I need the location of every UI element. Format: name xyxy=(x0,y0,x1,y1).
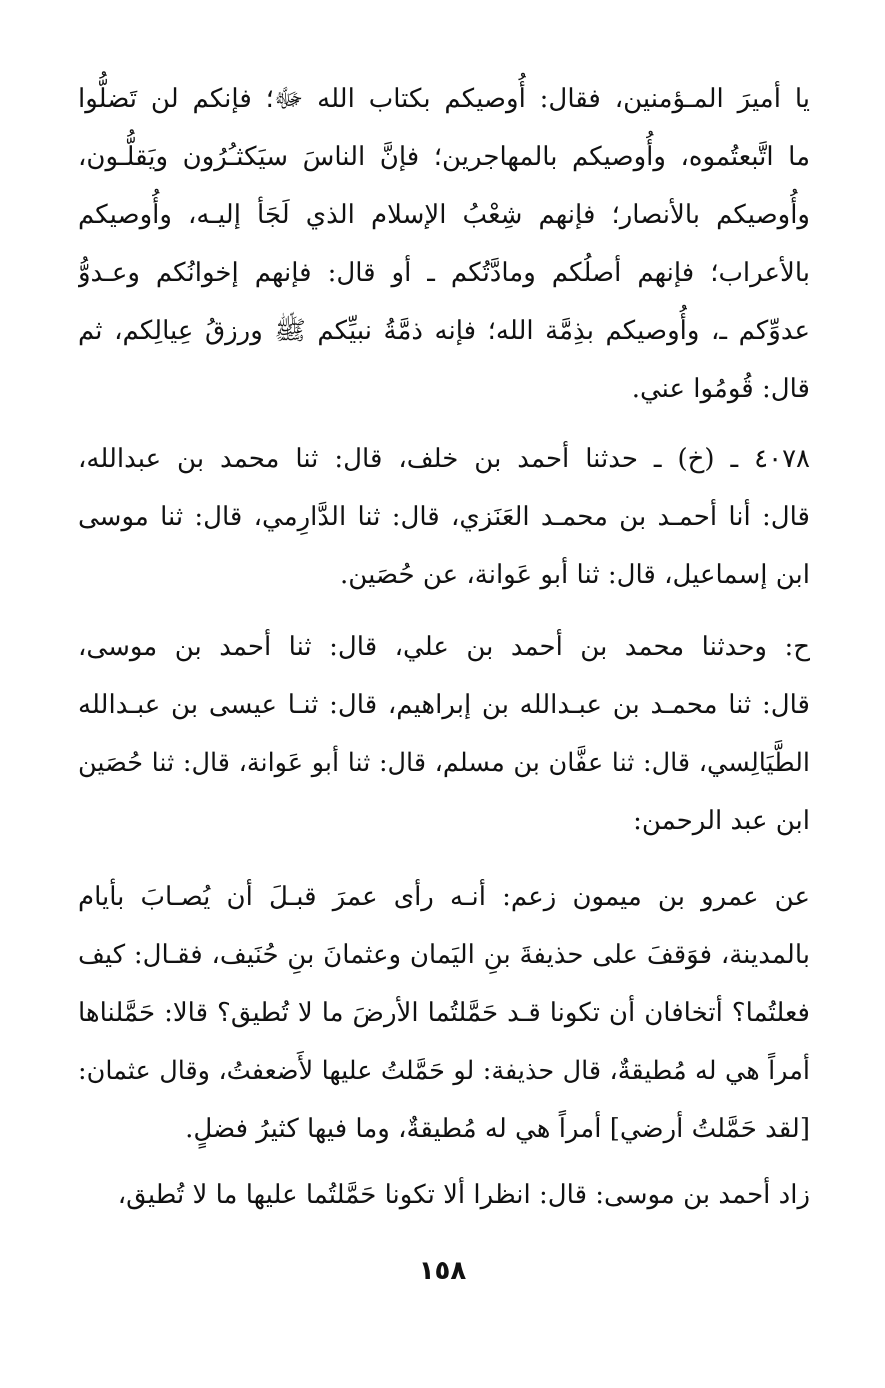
text-line: ح: وحدثنا محمد بن أحمد بن علي، قال: ثنا أحمد بن موسى، xyxy=(78,632,810,662)
text-line: ابن إسماعيل، قال: ثنا أبو عَوانة، عن حُصَين. xyxy=(340,560,810,590)
text-line: بالأعراب؛ فإنهم أصلُكم ومادَّتُكم ـ أو قال: فإنهم إخوانُكم وعـدوُّ xyxy=(78,258,810,288)
text-line: ابن عبد الرحمن: xyxy=(633,806,810,836)
paragraph-2 xyxy=(78,430,810,604)
text-line: زاد أحمد بن موسى: قال: انظرا ألا تكونا حَمَّلتُما عليها ما لا تُطيق، xyxy=(117,1180,810,1210)
text-line: [لقد حَمَّلتُ أرضي] أمراً هي له مُطيقةٌ، وما فيها كثيرُ فضلٍ. xyxy=(185,1114,810,1144)
paragraph-1 xyxy=(78,70,810,418)
text-line: بالمدينة، فوَقفَ على حذيفةَ بنِ اليَمان وعثمانَ بنِ حُنَيف، فقـال: كيف xyxy=(78,940,810,970)
paragraph-3 xyxy=(78,618,810,850)
text-line: يا أميرَ المـؤمنين، فقال: أُوصيكم بكتاب الله ﷻ؛ فإنكم لن تَضلُّوا xyxy=(78,84,810,114)
text-line: ما اتَّبعتُموه، وأُوصيكم بالمهاجرين؛ فإنَّ الناسَ سيَكثـُرُون ويَقلُّـون، xyxy=(78,142,810,172)
page-number: ١٥٨ xyxy=(418,1256,467,1286)
text-line: ٤٠٧٨ ـ (خ) ـ حدثنا أحمد بن خلف، قال: ثنا محمد بن عبدالله، xyxy=(78,444,810,474)
text-line: عن عمرو بن ميمون زعم: أنـه رأى عمرَ قبـلَ أن يُصـابَ بأيام xyxy=(78,882,810,912)
text-line: قال: قُومُوا عني. xyxy=(631,374,810,404)
text-line: أمراً هي له مُطيقةٌ، قال حذيفة: لو حَمَّلتُ عليها لأَضعفتُ، وقال عثمان: xyxy=(78,1056,810,1086)
paragraph-4 xyxy=(78,868,810,1158)
text-line: فعلتُما؟ أتخافان أن تكونا قـد حَمَّلتُما الأرضَ ما لا تُطيق؟ قالا: حَمَّلناها xyxy=(78,998,810,1028)
text-line: قال: ثنا محمـد بن عبـدالله بن إبراهيم، قال: ثنـا عيسى بن عبـدالله xyxy=(78,690,810,720)
text-line: قال: أنا أحمـد بن محمـد العَنَزي، قال: ثنا الدَّارِمي، قال: ثنا موسى xyxy=(78,502,810,532)
text-line: الطَّيَالِسي، قال: ثنا عفَّان بن مسلم، قال: ثنا أبو عَوانة، قال: ثنا حُصَين xyxy=(78,748,810,778)
text-line: وأُوصيكم بالأنصار؛ فإنهم شِعْبُ الإسلام الذي لَجَأ إليـه، وأُوصيكم xyxy=(78,200,810,230)
paragraph-5 xyxy=(78,1166,810,1224)
page-body xyxy=(78,70,810,1224)
text-line: عدوِّكم ـ، وأُوصيكم بذِمَّة الله؛ فإنه ذمَّةُ نبيِّكم ﷺ ورزقُ عِيالِكم، ثم xyxy=(78,316,810,346)
